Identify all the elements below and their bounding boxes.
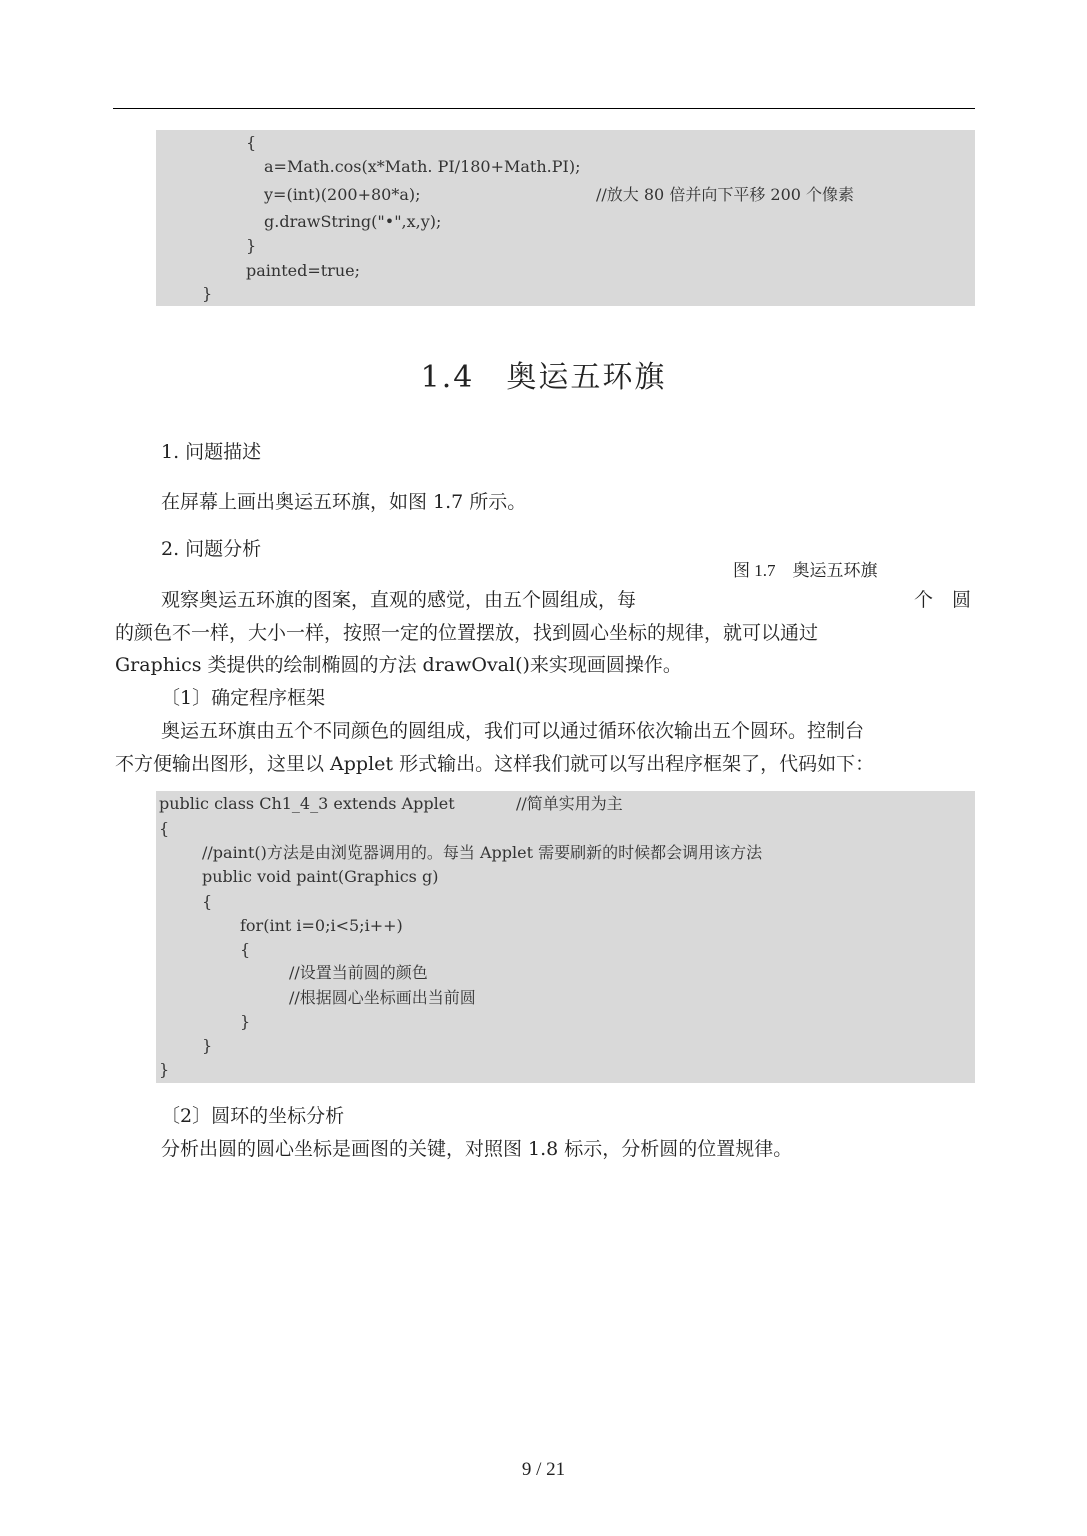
paragraph: 分析出圆的圆心坐标是画图的关键，对照图 1.8 标示，分析圆的位置规律。 (161, 1138, 793, 1160)
code-comment: //根据圆心坐标画出当前圆 (289, 988, 476, 1007)
header-rule (113, 108, 975, 109)
paragraph: 奥运五环旗由五个不同颜色的圆组成，我们可以通过循环依次输出五个圆环。控制台 (161, 720, 865, 742)
paragraph: 个 圆 (914, 589, 972, 611)
paragraph: 不方便输出图形，这里以 Applet 形式输出。这样我们就可以写出程序框架了，代码如下： (115, 753, 875, 775)
paragraph: 在屏幕上画出奥运五环旗，如图 1.7 所示。 (161, 491, 527, 513)
code-line: } (159, 1060, 170, 1079)
figure-caption: 图 1.7 奥运五环旗 (733, 561, 878, 580)
code-line: painted=true; (246, 261, 360, 280)
code-line: a=Math.cos(x*Math. PI/180+Math.PI); (264, 157, 581, 176)
code-comment: //设置当前圆的颜色 (289, 963, 428, 982)
code-line: } (202, 284, 213, 303)
code-line: { (240, 940, 251, 959)
code-line: { (246, 133, 257, 152)
page-number: 9 / 21 (521, 1459, 566, 1480)
code-line: } (246, 236, 257, 255)
code-block-main (156, 791, 975, 1083)
code-comment: //简单实用为主 (516, 794, 623, 813)
section-title: 1.4 奥运五环旗 (420, 360, 667, 395)
paragraph: Graphics 类提供的绘制椭圆的方法 drawOval()来实现画圆操作。 (115, 654, 682, 676)
code-line: } (240, 1012, 251, 1031)
heading-program-framework: 〔1〕确定程序框架 (161, 687, 326, 709)
paragraph: 观察奥运五环旗的图案，直观的感觉，由五个圆组成，每 (161, 589, 637, 611)
heading-problem-description: 1. 问题描述 (161, 441, 262, 463)
heading-problem-analysis: 2. 问题分析 (161, 538, 262, 560)
heading-coordinate-analysis: 〔2〕圆环的坐标分析 (161, 1105, 345, 1127)
code-line: y=(int)(200+80*a); (264, 185, 421, 204)
code-line: { (159, 819, 170, 838)
code-line: public class Ch1_4_3 extends Applet (159, 794, 455, 813)
code-comment: //放大 80 倍并向下平移 200 个像素 (596, 185, 855, 204)
code-line: for(int i=0;i<5;i++) (240, 916, 403, 935)
paragraph: 的颜色不一样，大小一样，按照一定的位置摆放，找到圆心坐标的规律，就可以通过 (115, 622, 819, 644)
code-comment: //paint()方法是由浏览器调用的。每当 Applet 需要刷新的时候都会调用该方法 (202, 843, 763, 862)
code-line: { (202, 892, 213, 911)
code-line: g.drawString("•",x,y); (264, 212, 442, 231)
code-line: public void paint(Graphics g) (202, 867, 439, 886)
code-line: } (202, 1036, 213, 1055)
code-block-top (156, 130, 975, 306)
